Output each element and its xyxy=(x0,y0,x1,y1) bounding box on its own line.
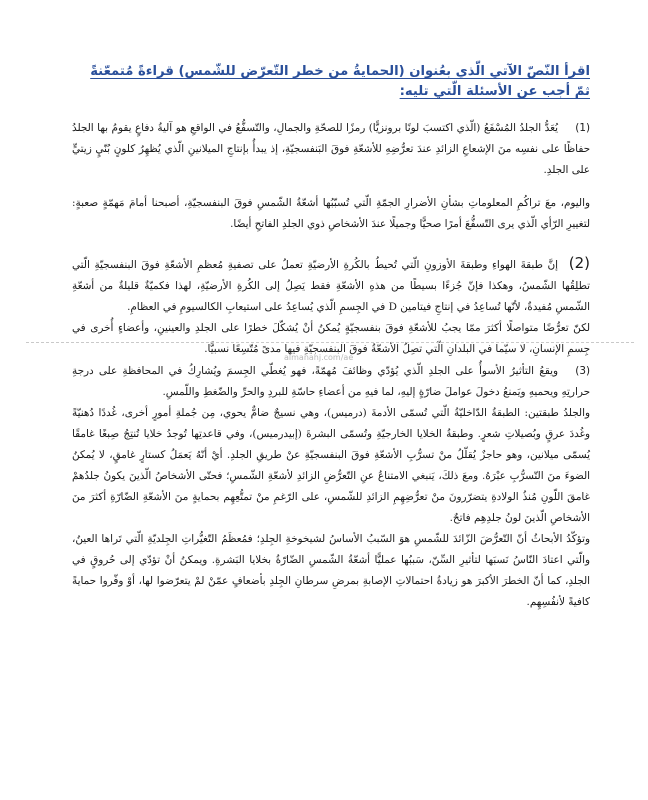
paragraph-text: لكنّ تعرُّضًا متواصلًا أكثرَ ممّا يجبُ للأشعّةِ فوقَ بنفسجيّةٍ يُمكنُ أنْ يُشكّلَ خطرًا على الجلدِ والعينينِ، وأعضاءٍ أُخرى في جِسمِ الإنسانِ، لا سيّما في البلدانِ الّتي تصِلُ الأشعّةُ فوقَ البنفسجيّةِ فيها مدىً مُتّسِعًا نسبيًّا. xyxy=(72,322,590,355)
paragraph-text: ويقعُ التأثيرُ الأسوأُ على الجلدِ الّذي يُؤدّي وظائفَ مُهمّةً، فهو يُغطّي الجِسمَ ويُشارِكُ في المحافظةِ على درجةِ حرارتِهِ ويحميهِ ويَمنعُ دخولَ عواملَ ضارّةٍ إليهِ، لما فيهِ من أعضاءِ حاسّةِ للبردِ والحرِّ والضّغطِ واللّمسِ. xyxy=(72,365,590,398)
paragraph-2 xyxy=(72,253,590,318)
paragraph-text: والجلدُ طبقتين: الطبقةُ الدّاخليّةُ الّتي تُسمّى الأدمةَ (درميس)، وهي نسيجٌ ضامٌّ يحوي، مِن جُملةِ أمورٍ أخرى، غُددًا دُهنيّةً وغُددَ عرقٍ وبُصيلاتِ شعرٍ. وطبقةُ الخلايا الخارجيّةِ وتُسمّى البشرةَ (إبيدرميس)، وفي قاعدتِها تُوجدُ خلايا تُنتِجُ صِبغًا غامقًا يُسمّى ميلانين، وهو حاجزٌ يُقلّلُ منْ تسرُّبِ الأشعّةِ فوقَ البنفسجيّةِ عنْ طريقِ الجلدِ. أيْ أنّهُ يَعمَلُ كستارٍ غامقٍ، لا يُمكنُ الضوءَ منَ التّسرُّبِ عبْرَهُ. ومعَ ذلكَ، يَنبغي الامتناعُ عنِ التّعرُّضِ الزائدِ لأشعّةِ الشّمسِ؛ فحتّى الأشخاصُ الّذينَ يكونُ جلدُهمْ غامقَ اللّونِ مُنذُ الولادةِ يتضرّرونَ منْ تعرُّضِهِمِ الزائدِ للشّمسِ، على الرّغمِ منْ تمتُّعِهِم بحمايةٍ منَ الأشعّةِ الضّارّةِ أكثرَ منَ الأشخاصِ الّذينَ لونُ جلدِهِم فاتحٌ. xyxy=(72,407,590,524)
paragraph-3c xyxy=(72,529,590,613)
paragraph-1b xyxy=(72,193,590,235)
paragraph-text: يُعَدُّ الجلدُ المُسْفَعُ (الّذي اكتسبَ لونًا برونزيًّا) رمزًا للصحّةِ والجمالِ، والتّسفُّعُ في الواقعِ هو آليةُ دفاعٍ يقومُ بها الجلدُ حفاظًا على نفسِه منَ الإشعاعِ الزائدِ عندَ تعرُّضِهِ للأشعّةِ فوقَ البَنفسجيّةِ، إذ يبدأُ بإنتاجِ الميلانينِ الّذي يُظهِرُ كلونٍ بُنّيٍ زيتيٍّ على الجلدِ. xyxy=(72,122,590,176)
section-1 xyxy=(72,118,590,235)
section-divider xyxy=(26,342,634,343)
paragraph-3 xyxy=(72,361,590,403)
paragraph-3b xyxy=(72,403,590,529)
section-2 xyxy=(72,253,590,360)
watermark: almanahj.com/ae xyxy=(284,353,354,362)
paragraph-text: واليوم، معَ تراكُمِ المعلوماتِ بشأنِ الأضرارِ الجمّةِ الّتي تُسبّبُها أشعّةُ الشّمسِ فوقَ البنفسجيّةِ، أصبحنا أمامَ مَهمّةٍ صعبةٍ: لتغييرِ الرّأي الّذي يرى التّسفُّعَ أمرًا صحيًّا وجميلًا عندَ الأشخاصِ ذوي الجلدِ الفاتحِ أيضًا. xyxy=(72,197,590,230)
paragraph-number: (1) xyxy=(575,122,590,134)
paragraph-text: وتؤكّدُ الأبحاثُ أنّ التّعرُّضَ الزّائدَ للشّمسِ هوَ السّببُ الأساسُ لشيخوخةِ الجِلدِ؛ فمُعظَمُ التّغيُّراتِ الجِلديّةِ الّتي تَراها العينُ، والّتي اعتادَ النّاسُ نَسبَها لتأثيرِ السِّنّ، سَببُها عمليًّا أشعّةُ الشّمسِ الضّارّةُ بخلايا البَشرةِ. ويمكنُ أنْ تؤدّي إلى حُروقٍ في الجلدِ، كما أنّ الخطرَ الأكبرَ هو زيادةُ احتمالاتِ الإصابةِ بمرضِ سرطانِ الجِلدِ بأضعافٍ عمّنْ لمْ يتعرّضوا لها، أوْ وفّروا حمايةً كافيةً لأنفُسِهِم. xyxy=(72,533,590,608)
section-3 xyxy=(72,361,590,613)
paragraph-number: (2) xyxy=(568,254,590,272)
paragraph-text: إنَّ طبقةَ الهواءِ وطبقةَ الأوزونِ الّتي تُحيطُ بالكُرةِ الأرضيّةِ تعملُ على تصفيةِ مُعظمِ الأشعّةِ فوقَ البنفسجيّةِ الّتي تطلِقُها الشّمسُ، وهكذا فإنّ جُزءًا بسيطًا من هذهِ الأشعّةِ فقط يَصِلُ إلى الكُرةِ الأرضيّةِ، لهذا فكميّةٌ قليلةٌ من أشعّةِ الشّمسِ مُفيدةٌ، لأنّها تُساعِدُ في إنتاجِ فيتامين D في الجِسمِ الّذي يُساعِدُ على استيعابِ الكالسيومِ في العظامِ. xyxy=(72,259,590,313)
page-title: اقرأ النّصّ الآتي الّذي بعُنوان (الحمايةُ من خطر التّعرّض للشّمس) قراءةً مُتمعّنةً ثمّ أجب عن الأسئلة الّتي تليه: xyxy=(90,64,590,99)
paragraph-1 xyxy=(72,118,590,181)
paragraph-number: (3) xyxy=(575,365,590,377)
